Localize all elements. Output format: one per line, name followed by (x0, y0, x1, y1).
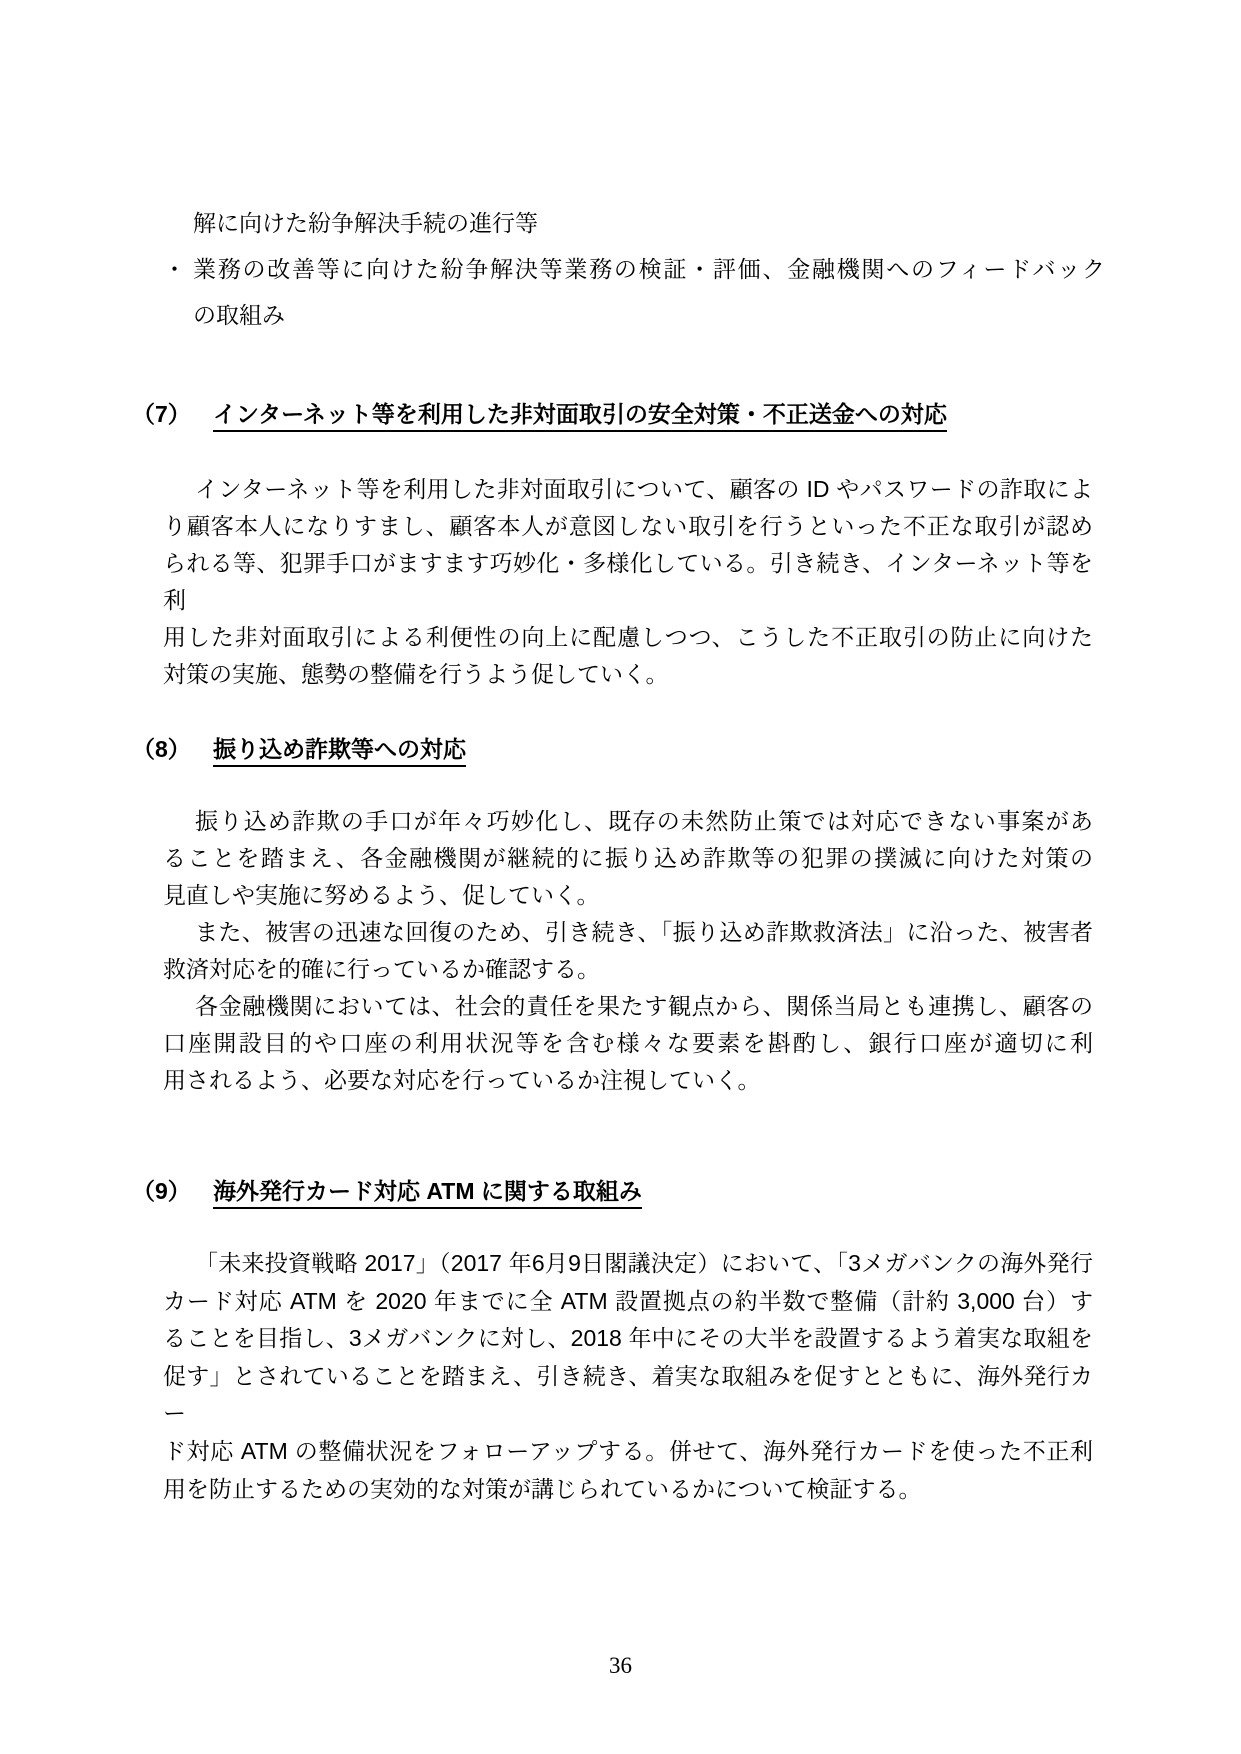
text-line: の取組み (193, 302, 285, 328)
text-line: り顧客本人になりすまし、顧客本人が意図しない取引を行うといった不正な取引が認め (163, 513, 1093, 539)
section-7-heading (132, 396, 1132, 433)
section-9-paragraph (163, 1245, 1093, 1508)
text-line: 救済対応を的確に行っているか確認する。 (163, 956, 600, 982)
section-7-title: インターネット等を利用した非対面取引の安全対策・不正送金への対応 (213, 401, 947, 432)
text-line: インターネット等を利用した非対面取引について、顧客の ID やパスワードの詐取によ (195, 476, 1093, 502)
section-9-title: 海外発行カード対応 ATM に関する取組み (213, 1178, 642, 1209)
section-8-paragraph-3 (163, 988, 1093, 1099)
bullet-marker: ・ (163, 256, 186, 282)
text-line: ることを踏まえ、各金融機関が継続的に振り込め詐欺等の犯罪の撲滅に向けた対策の (163, 845, 1093, 871)
page-number: 36 (609, 1653, 632, 1678)
bullet-item (163, 246, 1105, 338)
section-9-number: （9） (132, 1178, 191, 1204)
text-line: 対策の実施、態勢の整備を行うよう促していく。 (163, 661, 669, 687)
text-line: ることを目指し、3メガバンクに対し、2018 年中にその大半を設置するよう着実な取組を (163, 1325, 1093, 1352)
text-line: 用を防止するための実効的な対策が講じられているかについて検証する。 (163, 1475, 922, 1502)
section-9-heading (132, 1173, 1132, 1210)
text-line: 「未来投資戦略 2017」（2017 年6月9日閣議決定）において、「3メガバンクの海外発行 (195, 1250, 1093, 1276)
section-7-number: （7） (132, 401, 191, 427)
text-line: 促す」とされていることを踏まえ、引き続き、着実な取組みを促すとともに、海外発行カー (163, 1362, 1093, 1427)
text-line: 振り込め詐欺の手口が年々巧妙化し、既存の未然防止策では対応できない事案があ (195, 808, 1093, 834)
text-line: ド対応 ATM の整備状況をフォローアップする。併せて、海外発行カードを使った不正利 (163, 1437, 1093, 1464)
text-line: 業務の改善等に向けた紛争解決等業務の検証・評価、金融機関へのフィードバック (193, 256, 1105, 282)
text-line: 用されるよう、必要な対応を行っているか注視していく。 (163, 1067, 761, 1093)
text-line: 口座開設目的や口座の利用状況等を含む様々な要素を斟酌し、銀行口座が適切に利 (163, 1030, 1094, 1056)
section-7-paragraph (163, 471, 1093, 693)
section-8-paragraph-2 (163, 914, 1093, 988)
text-line: 用した非対面取引による利便性の向上に配慮しつつ、こうした不正取引の防止に向けた (163, 624, 1093, 650)
section-8-body (163, 803, 1093, 1099)
carryover-text-line: 解に向けた紛争解決手続の進行等 (193, 210, 538, 236)
section-8-title: 振り込め詐欺等への対応 (213, 736, 466, 767)
section-8-number: （8） (132, 736, 191, 762)
section-8-heading (132, 731, 1132, 768)
text-line: カード対応 ATM を 2020 年までに全 ATM 設置拠点の約半数で整備（計約 3,000 台）す (163, 1287, 1093, 1314)
text-line: られる等、犯罪手口がますます巧妙化・多様化している。引き続き、インターネット等を利 (163, 550, 1093, 613)
text-line: 見直しや実施に努めるよう、促していく。 (163, 882, 600, 908)
text-line: 各金融機関においては、社会的責任を果たす観点から、関係当局とも連携し、顧客の (195, 993, 1093, 1019)
text-line: また、被害の迅速な回復のため、引き続き、「振り込め詐欺救済法」に沿った、被害者 (195, 919, 1093, 945)
section-8-paragraph-1 (163, 803, 1093, 914)
bullet-item-text (193, 246, 1105, 338)
